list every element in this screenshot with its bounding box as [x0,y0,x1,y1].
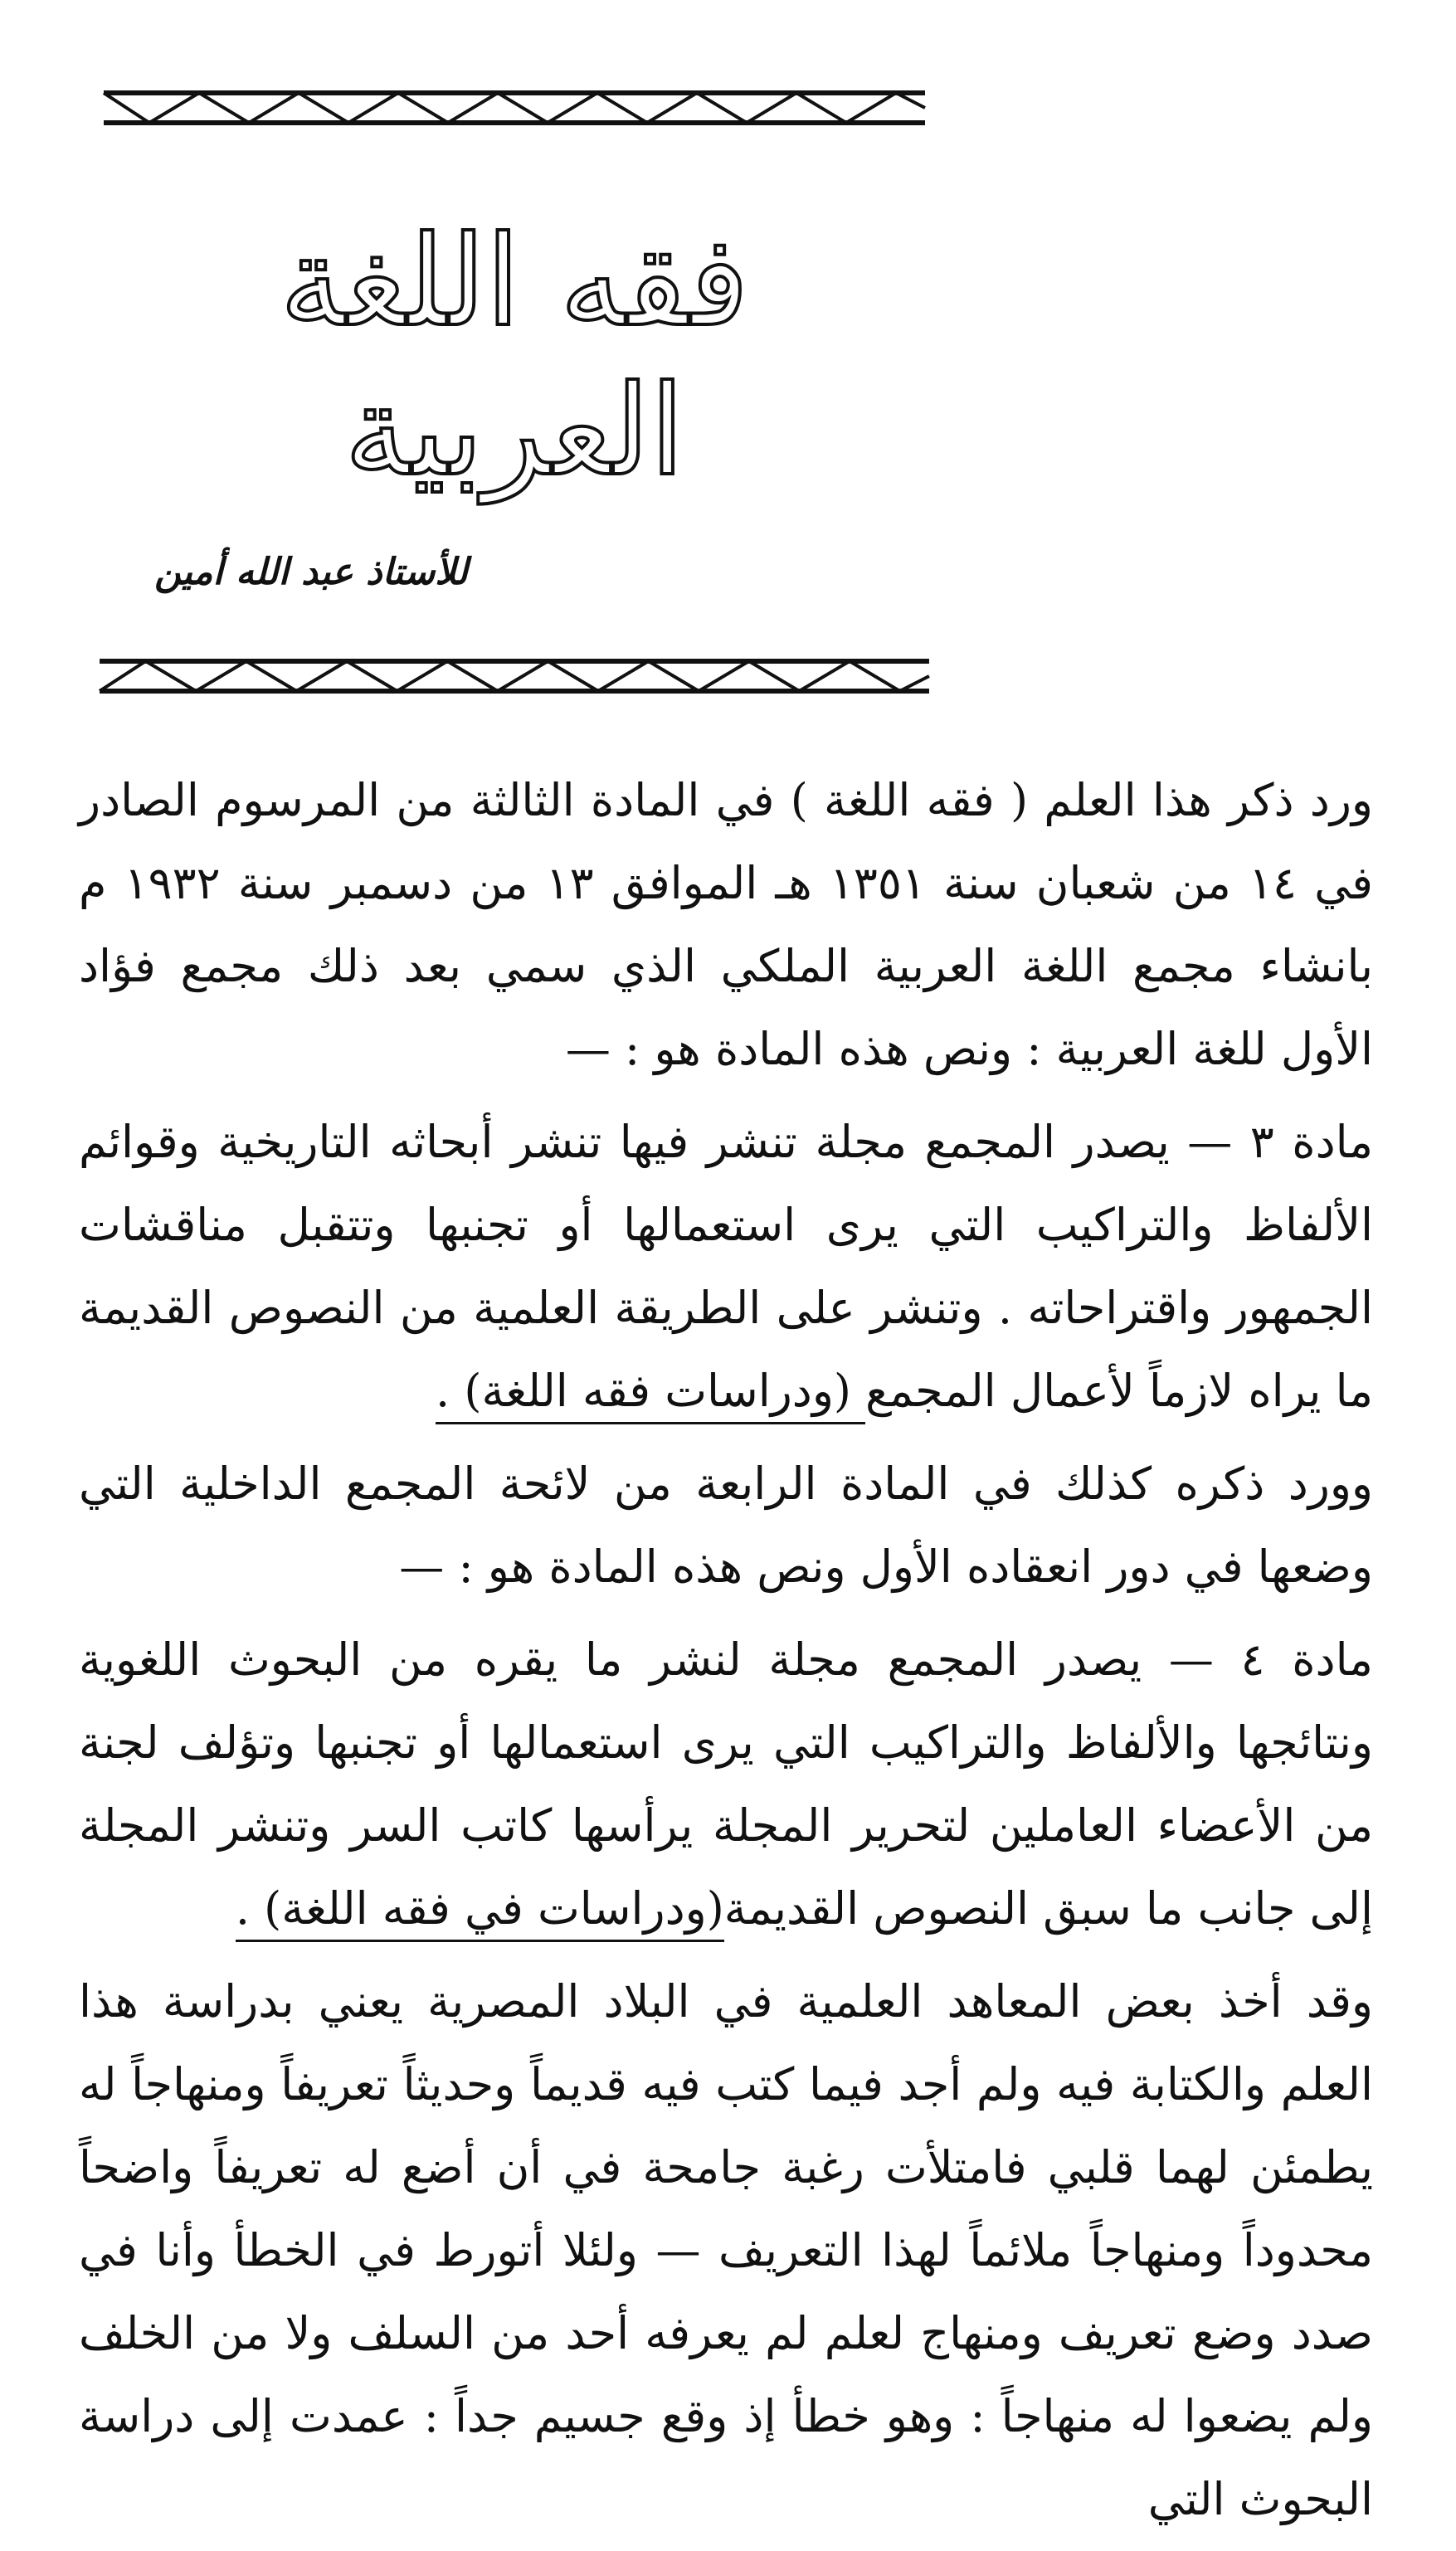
article-body [79,759,1373,2551]
underlined-phrase: (ودراسات فقه اللغة) . [436,1365,865,1424]
paragraph-text: وقد أخذ بعض المعاهد العلمية في البلاد المصرية يعني بدراسة هذا العلم والكتابة فيه ولم أجد فيما كتب فيه قديماً وحديثاً تعريفاً ومنهاجاً له يطمئن لهما قلبي فامتلأت رغبة جامحة في أن أضع له تعريفاً واضحاً محدوداً ومنهاجاً ملائماً لهذا التعريف — ولئلا أتورط في الخطأ وأنا في صدد وضع تعريف ومنهاج لعلم لم يعرفه أحد من السلف ولا من الخلف ولم يضعوا له منهاجاً : وهو خطأ إذ وقع جسيم جداً : عمدت إلى دراسة البحوث التي [79,1975,1373,2525]
paragraph-intro [79,759,1373,1091]
paragraph-text: مادة ٤ — يصدر المجمع مجلة لنشر ما يقره من البحوث اللغوية ونتائجها والألفاظ والتراكيب التي يرى استعمالها أو تجنبها وتؤلف لجنة من الأعضاء العاملين لتحرير المجلة يرأسها كاتب السر وتنشر المجلة إلى جانب ما سبق النصوص القديمة [79,1633,1373,1935]
ornament-divider-top [100,83,929,133]
paragraph-text: وورد ذكره كذلك في المادة الرابعة من لائحة المجمع الداخلية التي وضعها في دور انعقاده الأول ونص هذه المادة هو : — [79,1458,1373,1593]
paragraph-bylaws [79,1443,1373,1609]
paragraph-text: مادة ٣ — يصدر المجمع مجلة تنشر فيها تنشر أبحاثه التاريخية وقوائم الألفاظ والتراكيب التي يرى استعمالها أو تجنبها وتتقبل مناقشات الجمهور واقتراحاته . وتنشر على الطريقة العلمية من النصوص القديمة ما يراه لازماً لأعمال المجمع [79,1116,1373,1417]
page-title: فقه اللغة العربية [280,210,749,504]
paragraph-text: ورد ذكر هذا العلم ( فقه اللغة ) في المادة الثالثة من المرسوم الصادر في ١٤ من شعبان سنة ١٣٥١ هـ الموافق ١٣ من دسمبر سنة ١٩٣٢ م بانشاء مجمع اللغة العربية الملكي الذي سمي بعد ذلك مجمع فؤاد الأول للغة العربية : ونص هذه المادة هو : — [79,774,1373,1075]
underlined-phrase: (ودراسات في فقه اللغة) . [236,1882,724,1942]
paragraph-discussion [79,1960,1373,2541]
paragraph-article-4 [79,1619,1373,1950]
ornament-divider-bottom [95,651,933,701]
paragraph-article-3 [79,1101,1373,1433]
author-byline: للأستاذ عبد الله أمين [154,551,468,593]
